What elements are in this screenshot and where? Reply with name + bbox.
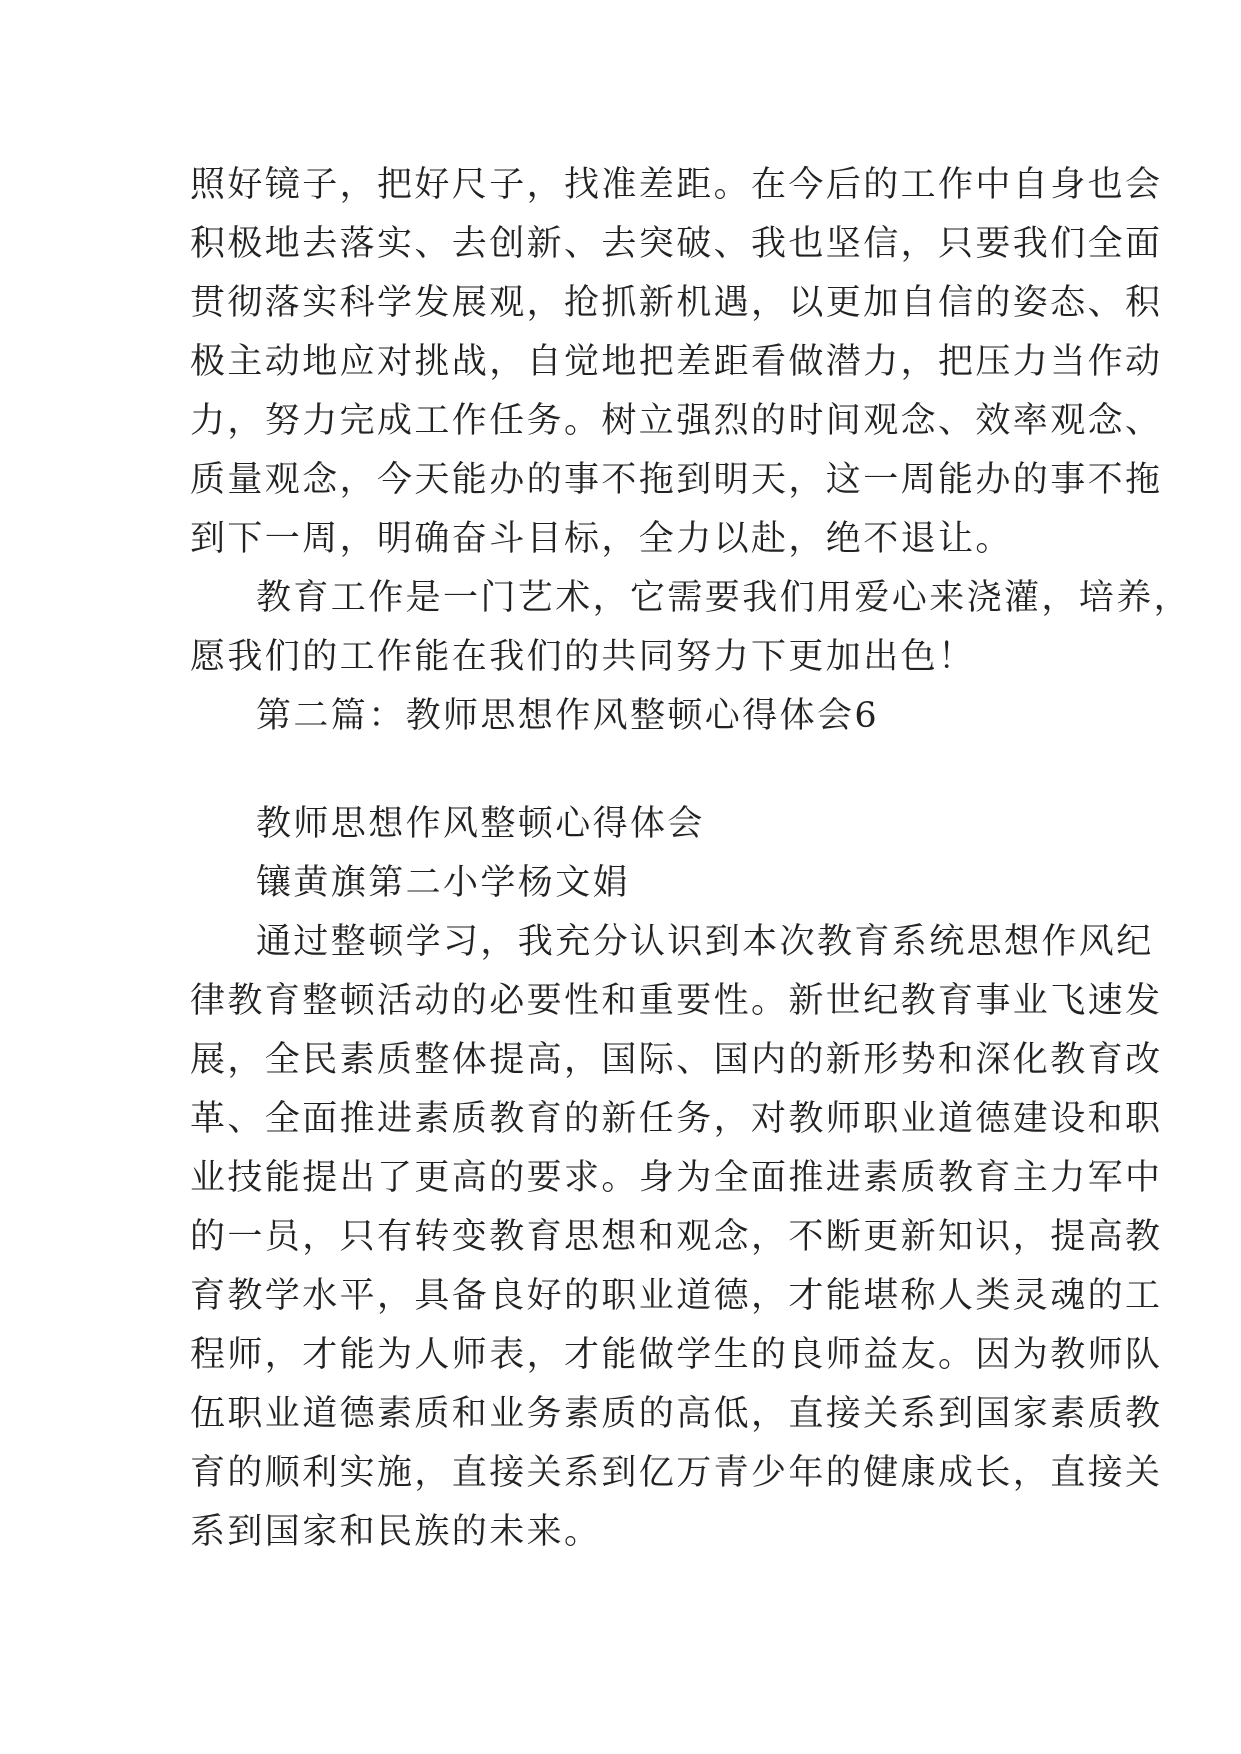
text-line: 贯彻落实科学发展观，抢抓新机遇，以更加自信的姿态、积	[190, 283, 1163, 323]
article-title: 教师思想作风整顿心得体会	[256, 804, 705, 844]
text-line: 展，全民素质整体提高，国际、国内的新形势和深化教育改	[190, 1040, 1163, 1080]
text-line: 质量观念，今天能办的事不拖到明天，这一周能办的事不拖	[190, 460, 1163, 500]
text-line: 积极地去落实、去创新、去突破、我也坚信，只要我们全面	[190, 224, 1163, 264]
paragraph-first-line: 通过整顿学习，我充分认识到本次教育系统思想作风纪	[256, 922, 1154, 962]
text-line: 律教育整顿活动的必要性和重要性。新世纪教育事业飞速发	[190, 981, 1163, 1021]
text-line: 业技能提出了更高的要求。身为全面推进素质教育主力军中	[190, 1158, 1163, 1198]
author-line: 镶黄旗第二小学杨文娟	[256, 863, 631, 903]
text-line: 的一员，只有转变教育思想和观念，不断更新知识，提高教	[190, 1217, 1163, 1257]
text-line: 极主动地应对挑战，自觉地把差距看做潜力，把压力当作动	[190, 342, 1163, 382]
text-line: 系到国家和民族的未来。	[190, 1512, 602, 1552]
paragraph-first-line: 教育工作是一门艺术，它需要我们用爱心来浇灌，培养，	[256, 578, 1192, 618]
text-line: 育的顺利实施，直接关系到亿万青少年的健康成长，直接关	[190, 1453, 1163, 1493]
text-line: 程师，才能为人师表，才能做学生的良师益友。因为教师队	[190, 1335, 1163, 1375]
section-heading: 第二篇：教师思想作风整顿心得体会6	[256, 696, 880, 736]
text-line: 愿我们的工作能在我们的共同努力下更加出色！	[190, 637, 976, 677]
text-line: 照好镜子，把好尺子，找准差距。在今后的工作中自身也会	[190, 165, 1163, 205]
text-line: 力，努力完成工作任务。树立强烈的时间观念、效率观念、	[190, 401, 1163, 441]
text-line: 育教学水平，具备良好的职业道德，才能堪称人类灵魂的工	[190, 1276, 1163, 1316]
text-line: 到下一周，明确奋斗目标，全力以赴，绝不退让。	[190, 519, 1013, 559]
text-line: 伍职业道德素质和业务素质的高低，直接关系到国家素质教	[190, 1394, 1163, 1434]
text-line: 革、全面推进素质教育的新任务，对教师职业道德建设和职	[190, 1099, 1163, 1139]
